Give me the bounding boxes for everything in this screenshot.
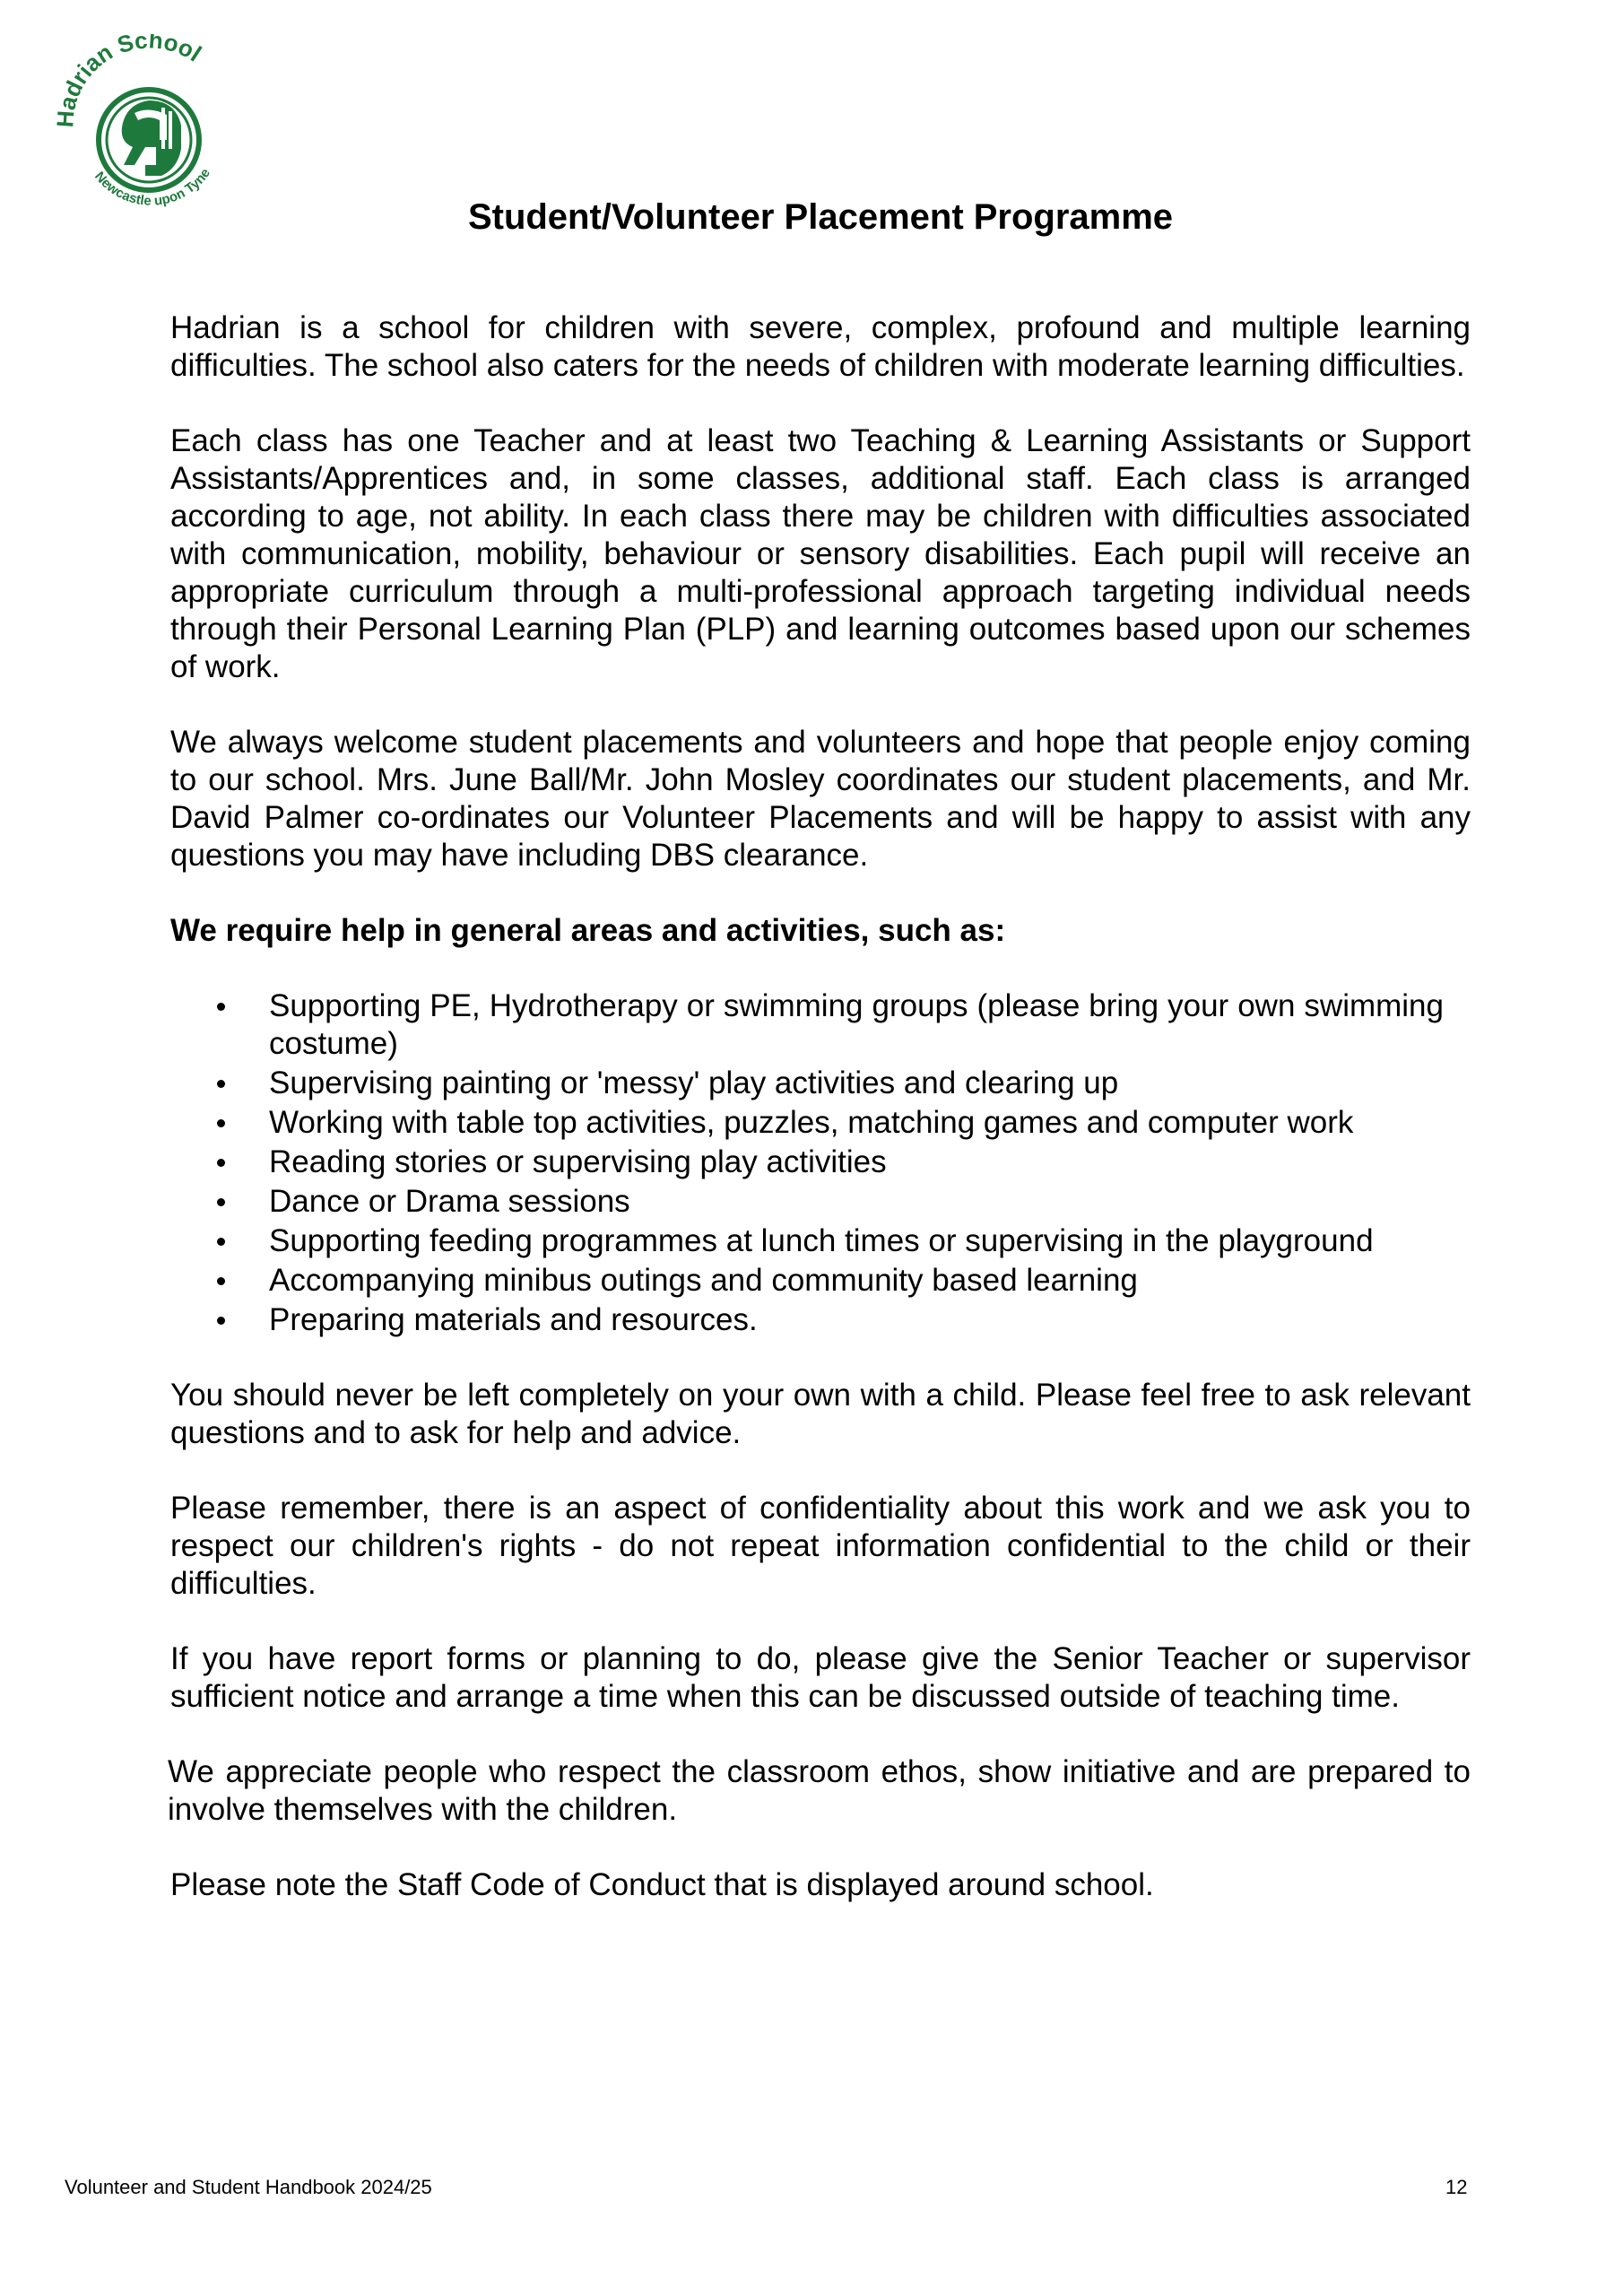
list-item-text: Working with table top activities, puzzles, matching games and computer work	[269, 1105, 1354, 1140]
footer-page-number: 12	[1445, 2176, 1468, 2198]
list-item-text: Dance or Drama sessions	[269, 1184, 630, 1219]
list-item	[269, 1222, 1444, 1260]
list-item-text: Supporting feeding programmes at lunch times or supervising in the playground	[269, 1223, 1374, 1258]
list-item	[269, 1262, 1444, 1300]
report-forms-paragraph: If you have report forms or planning to do, please give the Senior Teacher or supervisor sufficient notice and arrange a time when this can be discussed outside of teaching time.	[170, 1641, 1471, 1714]
bullet-icon	[217, 1003, 225, 1011]
bullet-icon	[217, 1198, 225, 1206]
list-item-text: Accompanying minibus outings and community based learning	[269, 1263, 1138, 1298]
never-alone-paragraph: You should never be left completely on your own with a child. Please feel free to ask relevant questions and to ask for help and advice.	[170, 1378, 1471, 1450]
list-item-text: Preparing materials and resources.	[269, 1302, 758, 1337]
code-of-conduct-paragraph: Please note the Staff Code of Conduct that is displayed around school.	[170, 1867, 1154, 1902]
bullet-icon	[217, 1238, 225, 1246]
bullet-icon	[217, 1277, 225, 1285]
appreciate-paragraph: We appreciate people who respect the classroom ethos, show initiative and are prepared to involve themselves with the children.	[168, 1754, 1471, 1827]
bullet-icon	[217, 1159, 225, 1167]
welcome-paragraph: We always welcome student placements and volunteers and hope that people enjoy coming to our school. Mrs. June Ball/Mr. John Mosley coordinates our student placements, and Mr. David Palmer co-ordinates our Volunteer Placements and will be happy to assist with any questions you may have including DBS clearance.	[170, 725, 1471, 873]
list-item-text: Supporting PE, Hydrotherapy or swimming groups (please bring your own swimming costume)	[269, 988, 1444, 1061]
help-heading: We require help in general areas and activities, such as:	[170, 913, 1006, 948]
logo-location: Newcastle upon Tyne	[91, 165, 213, 209]
list-item-text: Reading stories or supervising play activities	[269, 1144, 887, 1179]
list-item	[269, 1301, 1444, 1339]
logo-school-name: adrian School	[56, 34, 207, 113]
bullet-icon	[217, 1317, 225, 1325]
confidentiality-paragraph: Please remember, there is an aspect of confidentiality about this work and we ask you to respect our children's rights - do not repeat information confidential to the child or their difficulties.	[170, 1491, 1471, 1601]
intro-paragraph: Hadrian is a school for children with severe, complex, profound and multiple learning difficulties. The school also caters for the needs of children with moderate learning difficulties.	[170, 310, 1471, 383]
document-body	[170, 309, 1471, 1942]
list-item	[269, 1104, 1444, 1142]
classes-paragraph: Each class has one Teacher and at least two Teaching & Learning Assistants or Support Assistants/Apprentices and, in some classes, additional staff. Each class is arranged according to age, not ability. In each class there may be children with difficulties associated with communication, mobility, behaviour or sensory disabilities. Each pupil will receive an appropriate curriculum through a multi-professional approach targeting individual needs through their Personal Learning Plan (PLP) and learning outcomes based upon our schemes of work.	[170, 423, 1471, 684]
list-item	[269, 1065, 1444, 1102]
bullet-icon	[217, 1119, 225, 1127]
list-item-text: Supervising painting or 'messy' play activities and clearing up	[269, 1065, 1119, 1100]
bullet-icon	[217, 1080, 225, 1088]
page-title: Student/Volunteer Placement Programme	[467, 197, 1174, 237]
activities-list	[170, 987, 1444, 1339]
list-item	[269, 987, 1444, 1063]
list-item	[269, 1183, 1444, 1221]
list-item	[269, 1144, 1444, 1181]
footer-handbook-title: Volunteer and Student Handbook 2024/25	[65, 2176, 432, 2198]
